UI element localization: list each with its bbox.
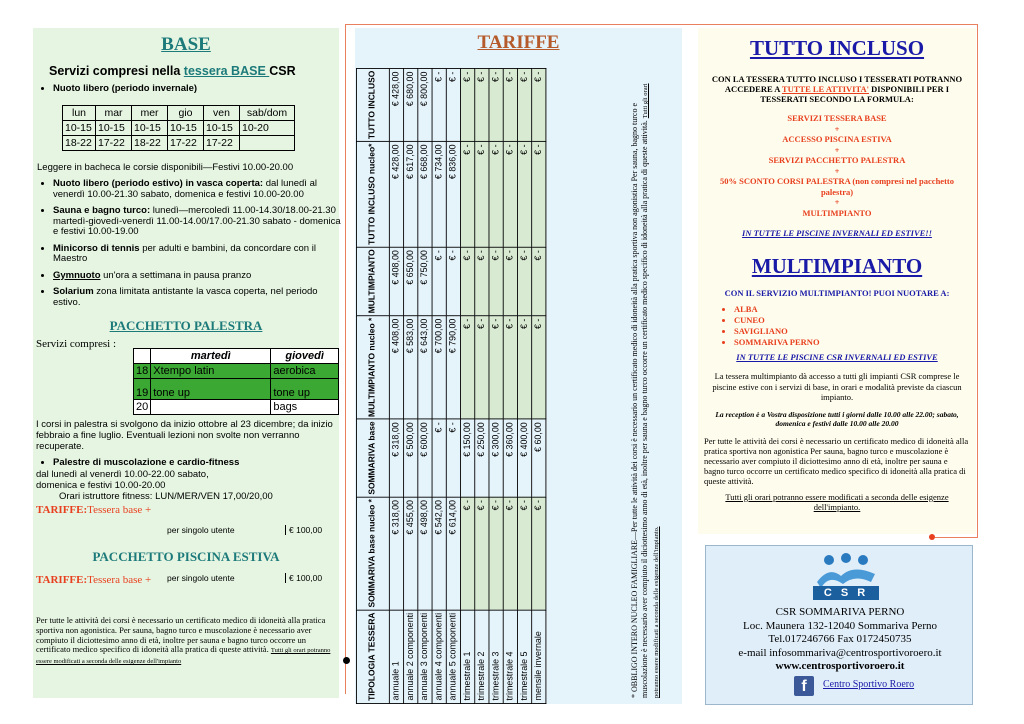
contact-info: [706, 606, 974, 674]
price-cell: € 428,00: [389, 68, 403, 141]
price-cell: € 790,00: [446, 315, 460, 419]
tessera-type-cell: annuale 2 componenti: [404, 610, 418, 704]
servizi-compresi-label: Servizi compresi :: [36, 338, 117, 350]
service-name: Nuoto libero (periodo estivo) in vasca coperta:: [53, 178, 264, 189]
tariffe-table-wrap: [356, 68, 626, 704]
tutto-formula: [716, 113, 958, 218]
tessera-type-cell: trimestrale 4: [503, 610, 517, 704]
tariffe-palestra: [36, 504, 339, 516]
tariffe-header-cell: SOMMARIVA base: [356, 419, 389, 497]
multi-places: [704, 304, 976, 348]
tessera-type-cell: trimestrale 2: [475, 610, 489, 704]
schedule-days-row: [63, 106, 295, 121]
price-cell: € -: [517, 141, 531, 247]
palestra-row: [134, 379, 339, 400]
price-cell: € -: [532, 315, 546, 419]
course-cell: tone up: [271, 379, 339, 400]
palestra-row: [134, 400, 339, 415]
base-services-list: [39, 179, 341, 308]
muscolazione-list: [39, 457, 339, 468]
hour-cell: 18: [134, 364, 151, 379]
tariffe-row: [432, 68, 446, 703]
formula-item: SERVIZI TESSERA BASE: [787, 113, 887, 123]
formula-plus: +: [834, 123, 840, 134]
price-cell: € 408,00: [389, 315, 403, 419]
price-cell: € -: [517, 68, 531, 141]
tariffe-header-row: [356, 68, 389, 703]
frame-dot: [343, 657, 350, 664]
tessera-type-cell: annuale 3 componenti: [418, 610, 432, 704]
day-cell: ven: [204, 106, 240, 121]
price-cell: € 643,00: [418, 315, 432, 419]
base-services-heading: [49, 64, 339, 78]
course-cell: bags: [271, 400, 339, 415]
price-cell: € -: [461, 497, 475, 610]
price-cell: € 614,00: [446, 497, 460, 610]
service-item: [53, 179, 341, 200]
time-cell: 17-22: [96, 136, 132, 151]
tessera-type-cell: annuale 4 componenti: [432, 610, 446, 704]
price-cell: € 836,00: [446, 141, 460, 247]
price-cell: € -: [446, 68, 460, 141]
base-footnote: [36, 616, 336, 667]
tariffe-row: [475, 68, 489, 703]
contact-box: [705, 545, 973, 705]
course-cell: [151, 400, 271, 415]
price-cell: € -: [532, 141, 546, 247]
service-text: per adulti e bambini, da concordare con il Maestro: [53, 242, 316, 264]
price-cell: € -: [489, 315, 503, 419]
tessera-base-link[interactable]: tessera BASE: [183, 64, 270, 78]
price-cell: € 150,00: [461, 419, 475, 497]
time-cell: 10-20: [240, 121, 295, 136]
note-small: Tutti gli orari potranno essere modificati a seconda delle esigenze dell'impianto.: [642, 83, 660, 698]
course-cell: aerobica: [271, 364, 339, 379]
price-cell: € 583,00: [404, 315, 418, 419]
time-cell: 10-15: [168, 121, 204, 136]
multi-cert: Per tutte le attività dei corsi è necessario un certificato medico di idoneità alla pratica sportiva non agonistica Per sauna, bagno turco e muscolazione è necessario aver compiuto il diciottesimo anno di età, inoltre per sauna e bagno turco occorre un certificato medico specifico di idoneità alla pratica di queste attività.: [704, 435, 969, 486]
frame-dot: [929, 534, 935, 540]
price-cell: € -: [475, 68, 489, 141]
palestra-header: giovedì: [271, 349, 339, 364]
formula-item: 50% SCONTO CORSI PALESTRA (non compresi nel pacchetto palestra): [719, 176, 954, 197]
tariffe-row: [532, 68, 546, 703]
price-cell: € -: [517, 247, 531, 315]
hour-cell: 19: [134, 379, 151, 400]
tariffe-row: [503, 68, 517, 703]
service-text: lunedì—mercoledì 11.00-14.30/18.00-21.30 martedì-giovedì-venerdì 11.00-14.00/17.00-21.30 sabato - domenica e festivi 10.00-19.00: [53, 205, 341, 237]
price-cell: € -: [461, 247, 475, 315]
price-cell: € -: [489, 141, 503, 247]
footnote-small: Tutti gli orari potranno essere modificati a seconda delle esigenze dell'impianto: [36, 647, 331, 666]
istruttore-hours: Orari istruttore fitness: LUN/MER/VEN 17,00/20,00: [59, 491, 273, 502]
place-item: • SAVIGLIANO: [734, 326, 976, 337]
price-cell: € -: [461, 68, 475, 141]
day-cell: mer: [132, 106, 168, 121]
price-cell: € 318,00: [389, 497, 403, 610]
service-item: [53, 206, 341, 238]
course-cell: Xtempo latin: [151, 364, 271, 379]
per-utente: per singolo utente: [167, 573, 235, 583]
price-cell: € -: [489, 247, 503, 315]
facebook-icon[interactable]: f: [794, 676, 814, 696]
tariffe-header-cell: TUTTO INCLUSO nucleo*: [356, 141, 389, 247]
price-cell: € 680,00: [404, 68, 418, 141]
price-cell: € -: [461, 315, 475, 419]
tutte-attivita-link[interactable]: TUTTE LE ATTIVITA': [781, 84, 869, 94]
time-cell: 10-15: [132, 121, 168, 136]
price-cell: € 668,00: [418, 141, 432, 247]
tariffe-row: [517, 68, 531, 703]
price-cell: € 542,00: [432, 497, 446, 610]
service-item: [53, 287, 341, 308]
price-cell: € 250,00: [475, 419, 489, 497]
formula-plus: +: [834, 197, 840, 207]
prezzo-palestra: € 100,00: [285, 525, 322, 535]
price-cell: € -: [532, 68, 546, 141]
time-cell: 10-15: [63, 121, 96, 136]
facebook-link[interactable]: Centro Sportivo Roero: [823, 679, 915, 690]
price-cell: € 700,00: [432, 315, 446, 419]
logo-text: C S R: [823, 587, 869, 599]
tariffe-label: TARIFFE:: [36, 504, 88, 516]
schedule-row: [63, 121, 295, 136]
service-name: Gymnuoto: [53, 269, 101, 281]
nuoto-invernale: • Nuoto libero (periodo invernale): [53, 83, 339, 94]
place-item: • SOMMARIVA PERNO: [734, 337, 976, 348]
day-cell: mar: [96, 106, 132, 121]
price-cell: € -: [432, 247, 446, 315]
tessera-type-cell: trimestrale 5: [517, 610, 531, 704]
tariffe-title: TARIFFE: [477, 32, 560, 53]
nuoto-list: [39, 83, 339, 94]
time-cell: 18-22: [63, 136, 96, 151]
contact-email[interactable]: e-mail infosommariva@centrosportivoroero.it: [738, 646, 942, 659]
tessera-type-cell: annuale 5 componenti: [446, 610, 460, 704]
price-cell: € -: [503, 141, 517, 247]
multi-title: MULTIMPIANTO: [751, 254, 923, 278]
price-cell: € 800,00: [418, 68, 432, 141]
tariffe-panel: [355, 28, 682, 704]
contact-web[interactable]: www.centrosportivoroero.it: [775, 660, 905, 672]
tariffe-table: [356, 68, 546, 704]
price-cell: € 650,00: [404, 247, 418, 315]
palestra-row: [134, 364, 339, 379]
frame-line: [345, 24, 346, 694]
price-cell: € 617,00: [404, 141, 418, 247]
services-intro: Servizi compresi nella: [49, 64, 181, 78]
csr-logo-icon: [811, 552, 881, 602]
prezzo-piscina: € 100,00: [285, 573, 322, 583]
hour-cell: 20: [134, 400, 151, 415]
price-cell: € 300,00: [489, 419, 503, 497]
tariffe-row: [418, 68, 432, 703]
tessera-type-cell: trimestrale 1: [461, 610, 475, 704]
price-cell: € 750,00: [418, 247, 432, 315]
multi-body: La tessera multimpianto dà accesso a tutti gli impianti CSR comprese le piscine estive con i servizi di base, in orari e modalità previste da ciascun impianto.: [712, 371, 962, 402]
tariffe-note-text: [630, 78, 662, 698]
tessera-type-cell: mensile invernale: [532, 610, 546, 704]
price-cell: € -: [475, 315, 489, 419]
intro-text: CON LA TESSERA TUTTO INCLUSO I TESSERATI POTRANNO ACCEDERE A: [711, 74, 963, 94]
intro-text: DISPONIBILI PER I TESSERATI SECONDO LA FORMULA:: [760, 84, 950, 104]
tutto-intro: [710, 74, 964, 104]
price-cell: € 600,00: [418, 419, 432, 497]
price-cell: € 734,00: [432, 141, 446, 247]
service-text: zona limitata antistante la vasca coperta, nel periodo estivo.: [53, 286, 318, 308]
time-cell: 18-22: [132, 136, 168, 151]
bacheca-note: Leggere in bacheca le corsie disponibili—Festivi 10.00-20.00: [37, 162, 294, 173]
price-cell: € -: [532, 497, 546, 610]
frame-line: [345, 24, 978, 25]
palestra-table: [133, 348, 339, 415]
price-cell: € -: [432, 68, 446, 141]
time-cell: [240, 136, 295, 151]
formula-plus: +: [834, 144, 840, 155]
time-cell: 10-15: [96, 121, 132, 136]
price-cell: € 498,00: [418, 497, 432, 610]
price-cell: € -: [475, 247, 489, 315]
price-cell: € -: [446, 419, 460, 497]
price-cell: € -: [489, 68, 503, 141]
place-item: • CUNEO: [734, 315, 976, 326]
piscina-title: PACCHETTO PISCINA ESTIVA: [92, 549, 280, 564]
tariffe-row: [461, 68, 475, 703]
tessera-type-cell: trimestrale 3: [489, 610, 503, 704]
multi-piscine: IN TUTTE LE PISCINE CSR INVERNALI ED ESTIVE: [736, 352, 938, 362]
contact-address: Loc. Maunera 132-12040 Sommariva Perno: [743, 619, 937, 632]
base-panel: [33, 28, 339, 698]
tariffe-row: [489, 68, 503, 703]
day-cell: sab/dom: [240, 106, 295, 121]
tariffe-label: TARIFFE:: [36, 574, 88, 586]
frame-line: [935, 537, 978, 538]
per-utente: per singolo utente: [167, 525, 235, 535]
price-cell: € -: [503, 247, 517, 315]
price-cell: € 318,00: [389, 419, 403, 497]
price-cell: € -: [475, 141, 489, 247]
frame-line: [977, 24, 978, 538]
schedule-table: [62, 105, 295, 151]
place-item: • ALBA: [734, 304, 976, 315]
multi-intro: CON IL SERVIZIO MULTIMPIANTO! PUOI NUOTARE A:: [724, 288, 950, 298]
tariffe-row: [446, 68, 460, 703]
service-name: Sauna e bagno turco:: [53, 205, 151, 216]
multi-orari: Tutti gli orari potranno essere modificati a seconda delle esigenze dell'impianto.: [725, 491, 949, 512]
services-tail: CSR: [269, 64, 296, 78]
muscolazione-title: • Palestre di muscolazione e cardio-fitness: [53, 457, 339, 468]
price-cell: € -: [503, 315, 517, 419]
price-cell: € -: [446, 247, 460, 315]
price-cell: € 60,00: [532, 419, 546, 497]
reception-hours: La reception è a Vostra disposizione tutti i giorni dalle 10.00 alle 22.00; sabato, domenica e festivi dalle 10.00 alle 20.00: [715, 409, 959, 428]
footnote-text: Per tutte le attività dei corsi è necessario un certificato medico di idoneità alla pratica sportiva non agonistica. Per sauna, bagno turco e muscolazione è necessario aver compiuto il diciottesimo anno di età, inoltre per sauna e bagno turco occorre un certificato medico specifico di idoneità alla pratica di queste attività.: [36, 615, 326, 655]
palestra-header-row: [134, 349, 339, 364]
price-cell: € -: [489, 497, 503, 610]
price-cell: € -: [532, 247, 546, 315]
price-cell: € -: [517, 497, 531, 610]
tariffe-header-cell: MULTIMPIANTO nucleo *: [356, 315, 389, 419]
price-cell: € -: [517, 315, 531, 419]
price-cell: € 400,00: [517, 419, 531, 497]
price-cell: € -: [503, 497, 517, 610]
tutto-piscine: IN TUTTE LE PISCINE INVERNALI ED ESTIVE!!: [742, 228, 932, 238]
price-cell: € 500,00: [404, 419, 418, 497]
corsi-note: I corsi in palestra si svolgono da inizio ottobre al 23 dicembre; da inizio febbraio a fine luglio. Eventuali lezioni non svolte non verranno recuperate.: [36, 419, 333, 452]
formula-item: ACCESSO PISCINA ESTIVA: [782, 134, 892, 144]
price-cell: € 428,00: [389, 141, 403, 247]
price-cell: € -: [432, 419, 446, 497]
tutto-title: TUTTO INCLUSO: [749, 36, 925, 60]
contact-tel: Tel.017246766 Fax 0172450735: [768, 633, 912, 645]
service-text: un'ora a settimana in pausa pranzo: [100, 269, 252, 281]
price-cell: € -: [503, 68, 517, 141]
course-cell: tone up: [151, 379, 271, 400]
service-name: Minicorso di tennis: [53, 242, 140, 254]
schedule-row: [63, 136, 295, 151]
tessera-base: Tessera base +: [87, 574, 152, 586]
time-cell: 17-22: [204, 136, 240, 151]
contact-name: CSR SOMMARIVA PERNO: [775, 606, 905, 618]
formula-item: MULTIMPIANTO: [802, 207, 872, 218]
base-title: BASE: [161, 34, 211, 55]
formula-plus: +: [834, 165, 840, 176]
tariffe-row: [389, 68, 403, 703]
price-cell: € 360,00: [503, 419, 517, 497]
tariffe-header-cell: TIPOLOGIA TESSERA: [356, 610, 389, 704]
day-cell: gio: [168, 106, 204, 121]
palestra-title: PACCHETTO PALESTRA: [109, 318, 263, 333]
service-text: dal lunedì al venerdì 10.00-21.30 sabato, domenica e festivi 10.00-20.00: [53, 178, 317, 200]
tariffe-header-cell: MULTIMPIANTO: [356, 247, 389, 315]
tariffe-header-cell: SOMMARIVA base nucleo *: [356, 497, 389, 610]
time-cell: 17-22: [168, 136, 204, 151]
tariffe-note: [630, 78, 674, 698]
time-cell: 10-15: [204, 121, 240, 136]
note-text: * OBBLIGO INTERO NUCLEO FAMIGLIARE—Per tutte le attività dei corsi è necessario un certificato medico di idoneità alla pratica sportiva non agonistica Per sauna, bagno turco e muscolazione è necessario aver compiuto il diciottesimo anno di età, inoltre per sauna e bagno turco occorre un certificato medico specifico di idoneità alla pratica di queste attività.: [630, 102, 649, 698]
tutto-incluso-panel: [698, 28, 976, 534]
tariffe-header-cell: TUTTO INCLUSO: [356, 68, 389, 141]
muscolazione-hours: dal lunedì al venerdì 10.00-22.00 sabato, domenica e festivi 10.00-20.00: [36, 469, 209, 491]
price-cell: € 408,00: [389, 247, 403, 315]
price-cell: € -: [461, 141, 475, 247]
tariffe-piscina: [36, 574, 151, 586]
service-name: Solarium: [53, 286, 94, 297]
tessera-base: Tessera base +: [87, 504, 152, 516]
tessera-type-cell: annuale 1: [389, 610, 403, 704]
service-item: [53, 244, 341, 265]
service-item: [53, 271, 341, 282]
price-cell: € 455,00: [404, 497, 418, 610]
palestra-header: martedì: [151, 349, 271, 364]
tariffe-row: [404, 68, 418, 703]
formula-item: SERVIZI PACCHETTO PALESTRA: [768, 155, 906, 165]
day-cell: lun: [63, 106, 96, 121]
price-cell: € -: [475, 497, 489, 610]
